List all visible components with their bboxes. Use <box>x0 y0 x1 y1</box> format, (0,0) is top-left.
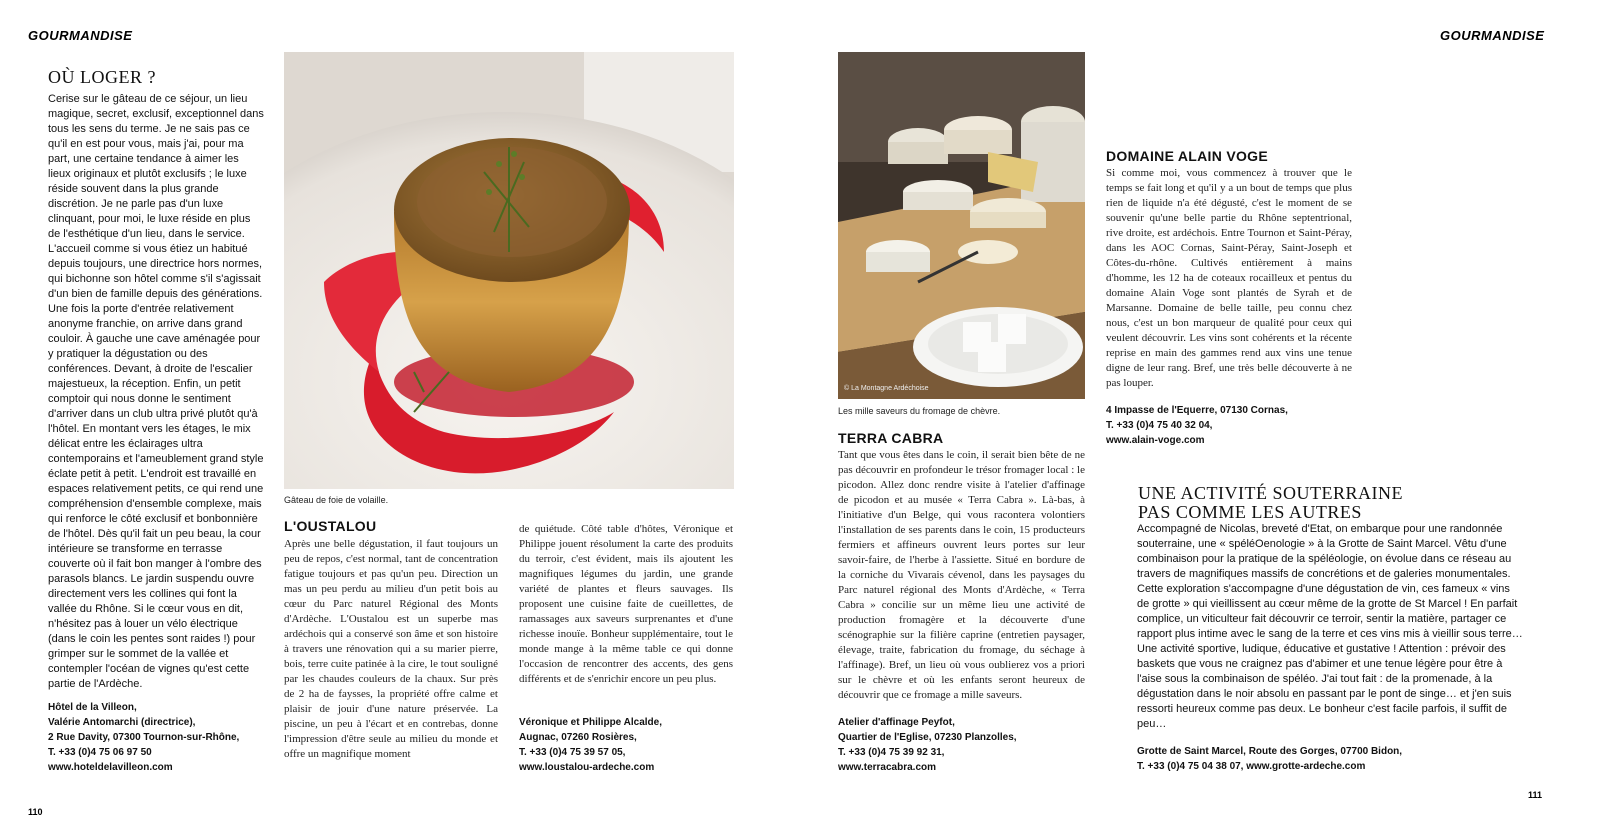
oustalou-title: L'OUSTALOU <box>284 518 377 534</box>
address-line: T. +33 (0)4 75 39 92 31, <box>838 747 945 758</box>
activite-title-line2: PAS COMME LES AUTRES <box>1138 502 1362 522</box>
gateau-illustration <box>284 52 734 489</box>
oustalou-body-col1: Après une belle dégustation, il faut toujours un peu de repos, c'est normal, tant de concentration fatigue toujours et pas qu'un peu. Direction un mas un peu perdu au milieu d'un petit bois au cœur du Parc naturel Régional des Monts d'Ardèche. L'Oustalou est un superbe mas ardéchois qui a conservé son âme et son histoire à travers une rénovation qui a su marier pierre, bois, terre cuite patinée à la cire, le tout souligné par les chaudes couleurs de la chaux. Sur près de 2 ha de faysses, la propriété offre calme et plaisir de jouir d'une nature préservée. La piscine, un peu à l'écart et en contrebas, donne l'impression d'être seule au milieu du monde et offre un magnifique moment <box>284 538 498 760</box>
domaine-voge-title: DOMAINE ALAIN VOGE <box>1106 148 1268 164</box>
oustalou-body-col2: de quiétude. Côté table d'hôtes, Véronique et Philippe jouent résolument la carte des produits du terroir, c'est évident, mais ils ajoutent les magnifiques légumes du jardin, une grande variété de plantes et fleurs sauvages. Ils proposent une cuisine faite de cueillettes, de ramassages aux saveurs surprenantes et d'une richesse inouïe. Bonheur supplémentaire, tout le monde mange à la même table ce qui donne l'occasion de rencontrer des accents, des gens différents et de s'enrichir encore un peu plus. <box>519 523 733 685</box>
address-line: T. +33 (0)4 75 06 97 50 <box>48 747 152 758</box>
magazine-logo: GOURMANDISE <box>1440 28 1545 43</box>
ou-loger-title: OÙ LOGER ? <box>48 67 156 87</box>
cheese-illustration <box>838 52 1085 399</box>
address-line: Valérie Antomarchi (directrice), <box>48 717 196 728</box>
ou-loger-body: Cerise sur le gâteau de ce séjour, un lieu magique, secret, exclusif, exceptionnel dans tous les sens du terme. Je ne sais pas ce qu'il en est pour vous, mais j'ai, pour ma part, une certaine tendance à aimer les lieux originaux et plutôt exclusifs ; le luxe réside souvent dans la plus grande discrétion. Je ne parle pas d'un luxe clinquant, pour moi, le luxe réside en plus de l'esthétique d'un lieu, dans le service. L'accueil comme si vous étiez un habitué depuis toujours, une directrice hors normes, qui bichonne son hôtel comme s'il s'agissait d'un bien de famille depuis des générations. Une fois la porte d'entrée relativement anonyme franchie, on arrive dans grand couloir. À gauche une cave aménagée pour y pratiquer la dégustation ou des conférences. Devant, à droite de l'escalier majestueux, la réception. Enfin, un petit comptoir qui nous donne le sentiment d'arriver dans un club ultra privé plutôt qu'à l'hôtel. En montant vers les étages, le mix délicat entre les éclairages ultra contemporains et l'ameublement grand style éclate petit à petit. L'endroit est travaillé en espaces relativement petits, ce qui rend une compréhension d'ensemble complexe, mais qui renforce le côté exclusif et bonbonnière de l'hôtel. Dès qu'il fait un peu beau, la cour intérieure se transforme en terrasse couverte où il fait bon manger à l'ombre des parasols blancs. Le jardin suspendu ouvre directement vers les collines qui font la vallée du Rhône. Si le cœur vous en dit, n'hésitez pas à louer un vélo électrique (dans le coin les pentes sont raides !) pour grimper sur le sommet de la vallée et contempler l'océan de vignes qu'est cette partie de l'Ardèche. <box>48 93 264 690</box>
terra-cabra-body: Tant que vous êtes dans le coin, il serait bien bête de ne pas découvrir en profondeur le trésor fromager local : le picodon. Allez donc rendre visite à l'atelier d'affinage de picodon et au musée « Terra Cabra ». Là-bas, à l'initiative d'un Belge, qui vous racontera volontiers l'installation de ses parents dans le coin, 15 producteurs fermiers et affineurs ouvrent leurs portes sur leur savoir-faire, de l'herbe à l'assiette. Situé en bordure de la corniche du Vivarais cévenol, dans les paysages du Parc naturel régional des Monts d'Ardèche, « Terra Cabra » concilie sur un même lieu une activité de production fromagère et la découverte d'une scénographie sur la filière caprine (entretien paysager, élevage, traite, fabrication du fromage, du séchage à l'affinage). Bref, un lieu où vous oublierez vos a priori sur le chèvre et où les enfants seront heureux de découvrir que ce fromage a mille saveurs. <box>838 449 1085 701</box>
address-line: www.terracabra.com <box>838 762 937 773</box>
domaine-voge-address <box>1106 403 1366 448</box>
address-line: 2 Rue Davity, 07300 Tournon-sur-Rhône, <box>48 732 240 743</box>
photo-fromage-caption: Les mille saveurs du fromage de chèvre. <box>838 406 1001 416</box>
right-page <box>800 0 1600 837</box>
page-number-right: 111 <box>1528 790 1543 800</box>
domaine-voge-body: Si comme moi, vous commencez à trouver que le temps se fait long et qu'il y a un bout de temps que plus rien de liquide n'a été dégusté, c'est le moment de se souvenir qu'une belle partie du Rhône septentrional, rive droite, est ardéchois. Entre Tournon et Saint-Péray, dans les AOC Cornas, Saint-Péray, Saint-Joseph et Côtes-du-rhône. Cultivés entièrement à mains d'homme, les 12 ha de coteaux rocailleux et pentus du domaine Alain Voge sont plantés de Syrah et de Marsanne. Domaine de belle taille, peu connu chez nous, c'est un bon marqueur de qualité pour ceux qui veulent découvrir. Les vins sont cohérents et la récente reprise en main des gammes rend aux vins une tenue digne de leur rang. Bref, une très belle découverte à ne pas louper. <box>1106 167 1352 389</box>
address-line: Augnac, 07260 Rosières, <box>519 732 637 743</box>
terra-cabra-title: TERRA CABRA <box>838 430 944 446</box>
activite-title-line1: UNE ACTIVITÉ SOUTERRAINE <box>1138 483 1403 503</box>
magazine-logo: GOURMANDISE <box>28 28 133 43</box>
address-line: Quartier de l'Eglise, 07230 Planzolles, <box>838 732 1017 743</box>
activite-address <box>1137 744 1557 774</box>
activite-body: Accompagné de Nicolas, breveté d'Etat, on embarque pour une randonnée souterraine, une « spéléOenologie » à la Grotte de Saint Marcel. Vêtu d'une combinaison pour la pratique de la spéléologie, on évolue dans ce réseau au travers de magnifiques massifs de concrétions et de galeries monumentales. Cette exploration s'accompagne d'une dégustation de vin, ces fameux « vins de grotte » qui vieillissent au cœur même de la grotte de St Marcel ! En parfait complice, un viticulteur fait découvrir ce terroir, sentir la matière, partager ce rapport plus intime avec le sang de la terre et ces vins mis à vieillir sous terre… Une activité sportive, ludique, éducative et gustative ! Attention : prévoir des baskets que vous ne craignez pas d'abimer et une tenue légère pour être à l'aise sous la combinaison de spéléo. J'ai tout fait : de la promenade, à la dégustation dans le noir absolu en passant par le pont de singe… et j'en suis ressorti heureux comme pas deux. Le bonheur c'est facile parfois, il suffit de peu… <box>1137 523 1523 730</box>
address-line: T. +33 (0)4 75 40 32 04, <box>1106 420 1213 431</box>
address-line: 4 Impasse de l'Equerre, 07130 Cornas, <box>1106 405 1288 416</box>
activite-title <box>1138 484 1403 522</box>
address-line: www.hoteldelavilleon.com <box>48 762 173 773</box>
photo-fromage-de-chevre <box>838 52 1085 399</box>
address-line: www.alain-voge.com <box>1106 435 1205 446</box>
photo-fromage-credit: © La Montagne Ardéchoise <box>844 385 929 392</box>
ou-loger-address <box>48 700 278 775</box>
address-line: Atelier d'affinage Peyfot, <box>838 717 955 728</box>
address-line: T. +33 (0)4 75 04 38 07, www.grotte-ardeche.com <box>1137 761 1366 772</box>
photo-gateau-caption: Gâteau de foie de volaille. <box>284 495 389 505</box>
photo-gateau-de-foie <box>284 52 734 489</box>
page-number-left: 110 <box>28 807 43 817</box>
address-line: www.loustalou-ardeche.com <box>519 762 655 773</box>
address-line: Véronique et Philippe Alcalde, <box>519 717 662 728</box>
terra-cabra-address <box>838 715 1098 775</box>
address-line: Grotte de Saint Marcel, Route des Gorges, 07700 Bidon, <box>1137 746 1403 757</box>
address-line: T. +33 (0)4 75 39 57 05, <box>519 747 626 758</box>
address-line: Hôtel de la Villeon, <box>48 702 137 713</box>
oustalou-address <box>519 715 749 775</box>
